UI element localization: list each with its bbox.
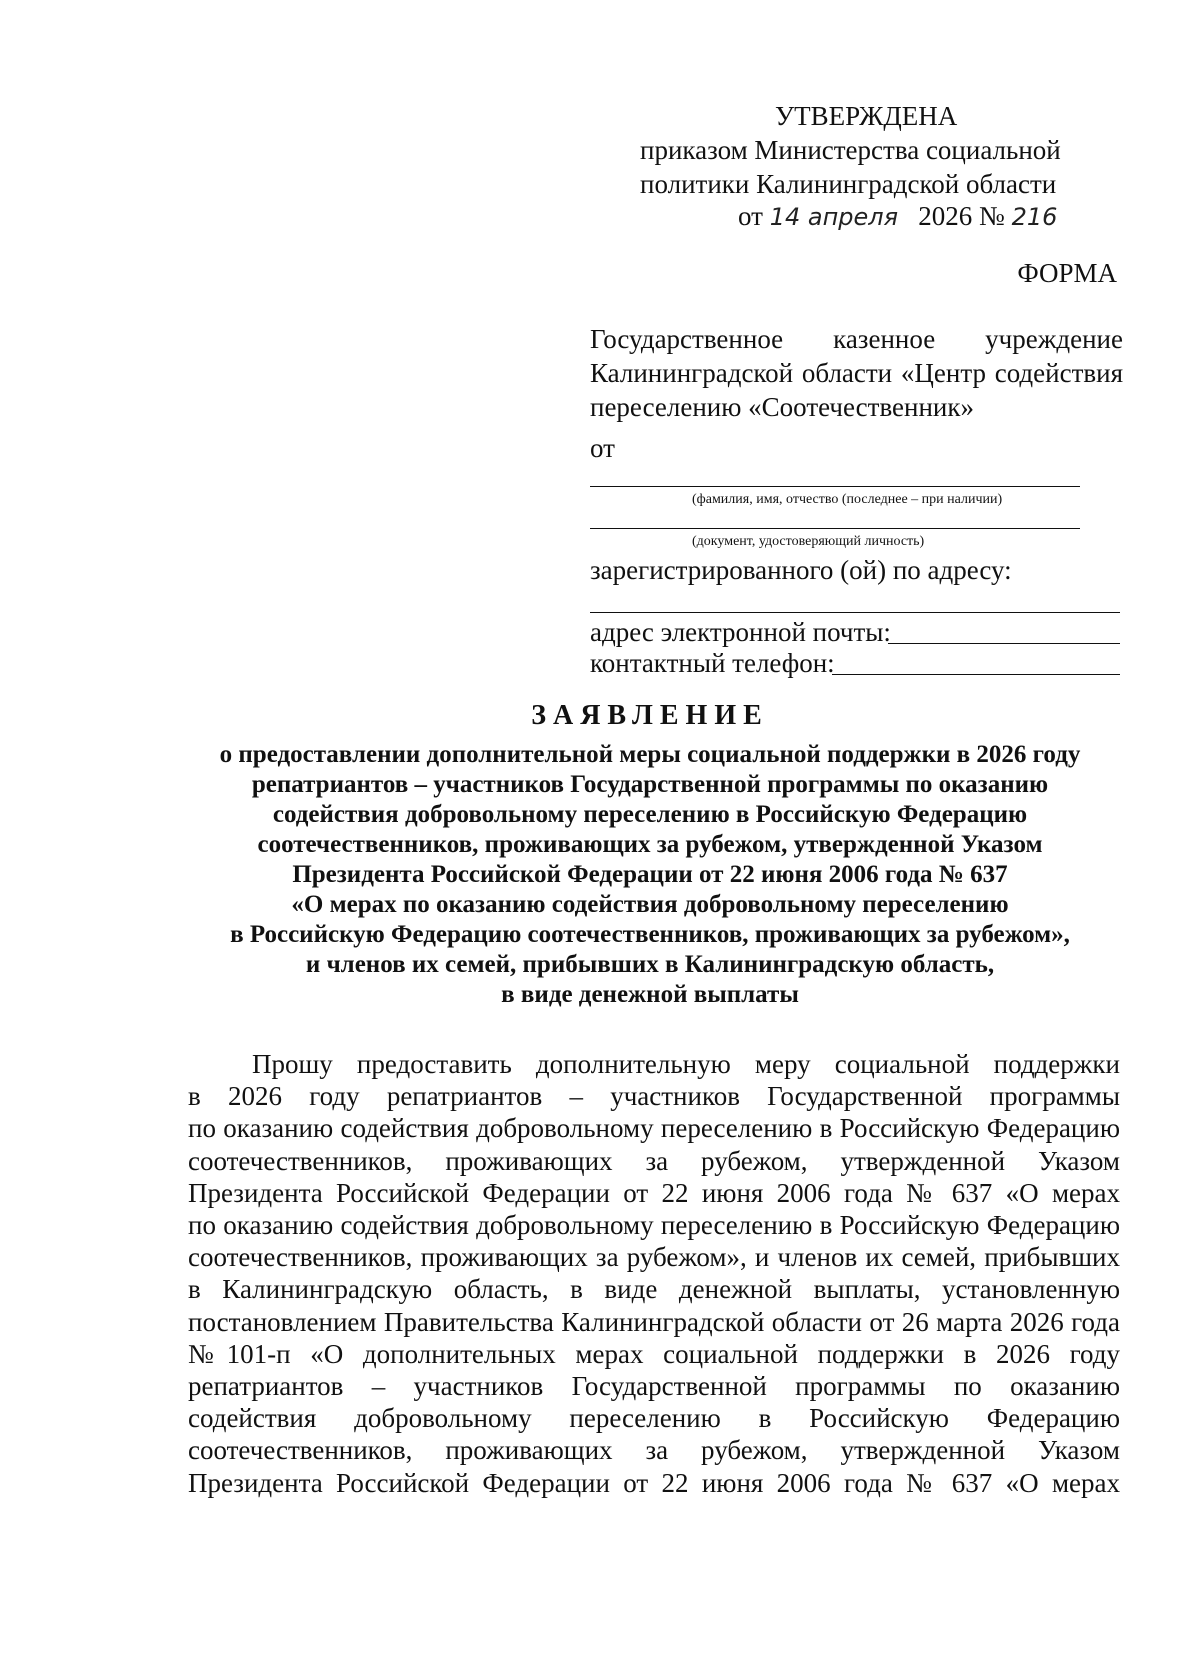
- approval-date-prefix: от: [738, 201, 763, 231]
- subtitle-line: «О мерах по оказанию содействия добровольному переселению: [291, 891, 1009, 918]
- phone-field-line[interactable]: [832, 674, 1120, 675]
- fio-field-line[interactable]: [590, 486, 1080, 487]
- subtitle-line: о предоставлении дополнительной меры социальной поддержки в 2026 году: [219, 741, 1081, 768]
- body-line: соотечественников, проживающих за рубежом, утвержденной Указом: [188, 1435, 1120, 1466]
- statement-title: ЗАЯВЛЕНИЕ: [531, 700, 769, 731]
- subtitle-line: содействия добровольному переселению в Российскую Федерацию: [272, 801, 1028, 828]
- approval-year: 2026: [918, 201, 973, 231]
- form-label: ФОРМА: [1017, 258, 1117, 288]
- subtitle-line: в Российскую Федерацию соотечественников, проживающих за рубежом»,: [230, 921, 1070, 948]
- document-caption: (документ, удостоверяющий личность): [692, 534, 925, 549]
- subtitle-line: соотечественников, проживающих за рубежом, утвержденной Указом: [257, 831, 1043, 858]
- body-line: №101-п «О дополнительных мерах социальной поддержки в 2026 году: [188, 1338, 1120, 1369]
- addressee-line: Государственное казенное учреждение: [590, 324, 1123, 354]
- body-line: в Калининградскую область, в виде денежной выплаты, установленную: [188, 1274, 1120, 1305]
- body-line: в 2026 году репатриантов – участников Государственной программы: [188, 1081, 1120, 1112]
- phone-label: контактный телефон:: [590, 648, 835, 678]
- document-field-line[interactable]: [590, 528, 1080, 529]
- body-line: соотечественников, проживающих за рубежом», и членов их семей, прибывших: [188, 1242, 1120, 1273]
- body-line: Прошу предоставить дополнительную меру социальной поддержки: [252, 1049, 1120, 1079]
- subtitle-line: и членов их семей, прибывших в Калининградскую область,: [305, 951, 995, 978]
- from-label: от: [590, 433, 615, 463]
- statement-subtitle: [100, 740, 1200, 1010]
- body-line: соотечественников, проживающих за рубежом, утвержденной Указом: [188, 1145, 1120, 1176]
- body-line: по оказанию содействия добровольному переселению в Российскую Федерацию: [188, 1210, 1120, 1241]
- fio-caption: (фамилия, имя, отчество (последнее – при наличии): [692, 492, 1003, 507]
- approval-title: УТВЕРЖДЕНА: [775, 101, 958, 131]
- address-field-line[interactable]: [590, 612, 1120, 613]
- registered-address-label: зарегистрированного (ой) по адресу:: [590, 555, 1012, 585]
- addressee-line: Калининградской области «Центр содействия: [590, 358, 1123, 388]
- body-line: Президента Российской Федерации от 22 июня 2006 года № 637 «О мерах: [188, 1467, 1120, 1498]
- approval-date-line: [738, 200, 1057, 233]
- approval-line-1: приказом Министерства социальной: [640, 135, 1061, 165]
- subtitle-line: репатриантов – участников Государственной программы по оказанию: [251, 771, 1049, 798]
- email-label: адрес электронной почты:: [590, 617, 891, 647]
- addressee-line: переселению «Соотечественник»: [590, 392, 974, 422]
- body-line: репатриантов – участников Государственной программы по оказанию: [188, 1371, 1120, 1402]
- email-field-line[interactable]: [888, 643, 1120, 644]
- body-line: по оказанию содействия добровольному переселению в Российскую Федерацию: [188, 1113, 1120, 1144]
- body-line: содействия добровольному переселению в Российскую Федерацию: [188, 1403, 1120, 1434]
- subtitle-line: в виде денежной выплаты: [501, 981, 799, 1008]
- subtitle-line: Президента Российской Федерации от 22 июня 2006 года № 637: [292, 861, 1008, 888]
- statement-body: [188, 1048, 1120, 1499]
- approval-number-sign: №: [979, 201, 1005, 231]
- approval-date-handwritten: 14 апреля: [769, 203, 899, 231]
- body-line: постановлением Правительства Калининградской области от 26 марта 2026 года: [188, 1306, 1120, 1337]
- approval-number-handwritten: 216: [1011, 203, 1058, 231]
- addressee-block: [590, 322, 1123, 424]
- body-line: Президента Российской Федерации от 22 июня 2006 года № 637 «О мерах: [188, 1177, 1120, 1208]
- approval-line-2: политики Калининградской области: [640, 169, 1057, 199]
